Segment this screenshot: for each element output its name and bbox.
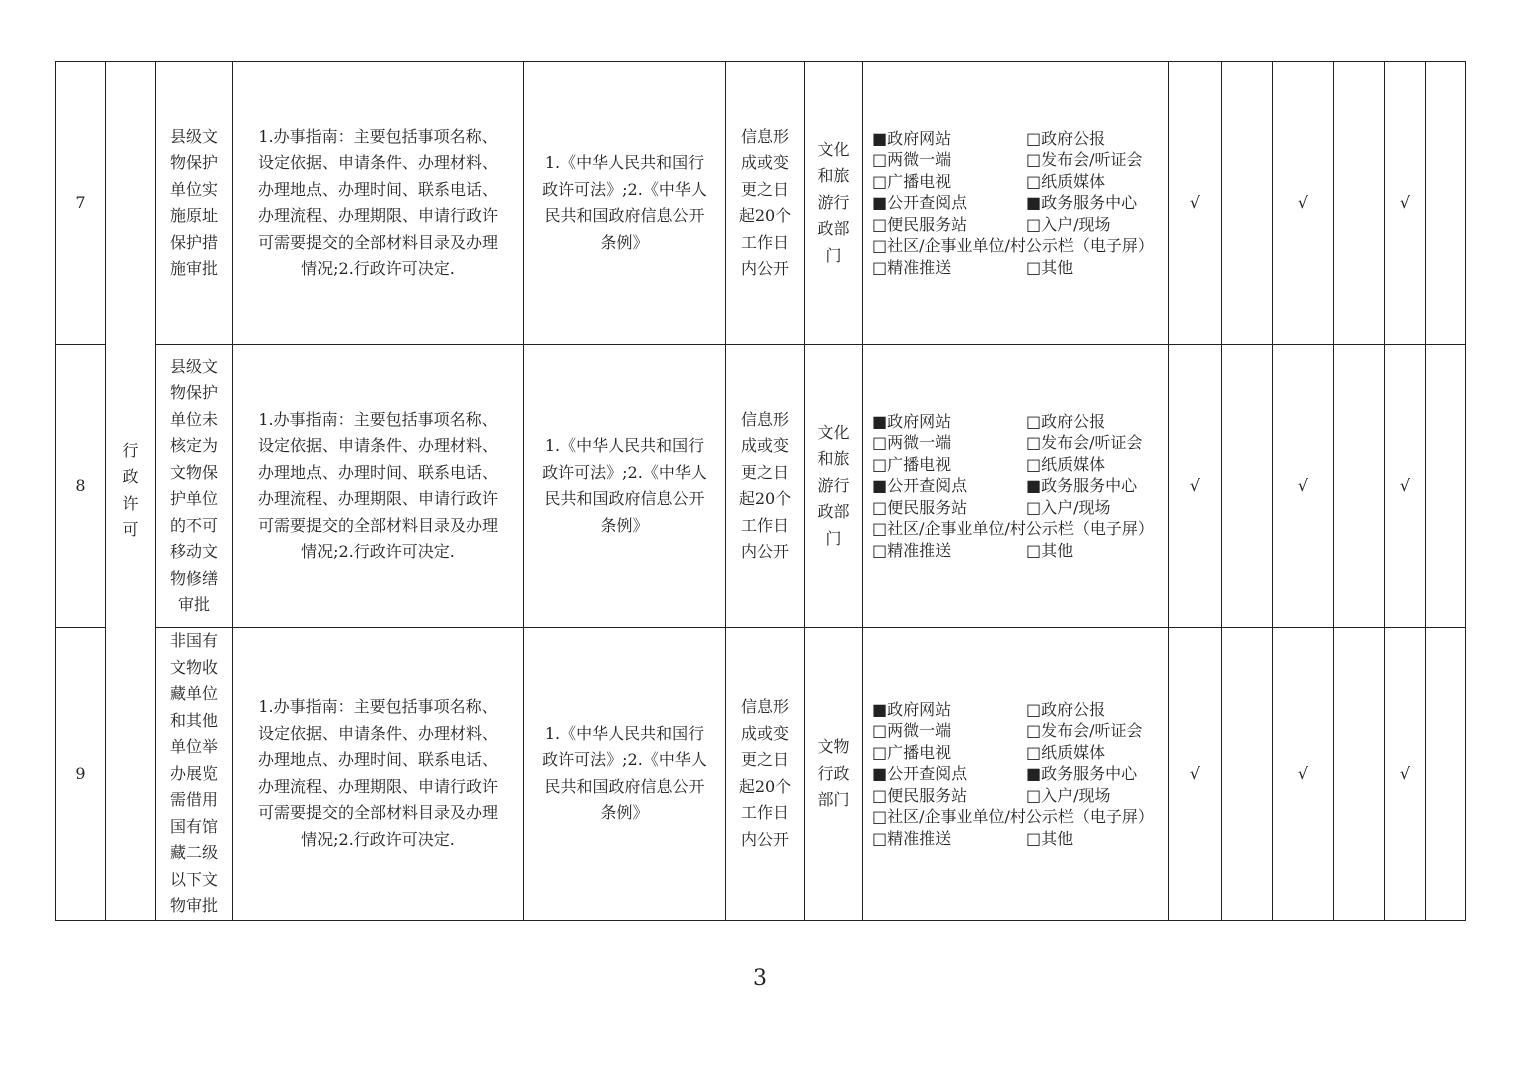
channel-option: □政府公报: [1026, 411, 1106, 431]
row-number: 9: [56, 628, 106, 921]
check-mark: √: [1273, 345, 1334, 628]
disclosure-content: 1.办事指南：主要包括事项名称、 设定依据、申请条件、办理材料、 办理地点、办理时间、联系电话、 办理流程、办理期限、申请行政许 可需要提交的全部材料目录及办理 情况;2.行政许可决定.: [233, 628, 524, 921]
responsible-dept: 文化 和旅 游行 政部 门: [805, 62, 863, 345]
channel-option: □其他: [1026, 540, 1074, 560]
item-name: 非国有 文物收 藏单位 和其他 单位举 办展览 需借用 国有馆 藏二级 以下文 物审批: [156, 628, 233, 921]
channel-option: □两微一端: [872, 721, 952, 740]
check-mark: [1334, 345, 1385, 628]
row-number: 7: [56, 62, 106, 345]
channel-option: ■公开查阅点: [872, 193, 968, 213]
check-mark: √: [1385, 345, 1426, 628]
disclosure-time: 信息形 成或变 更之日 起20个 工作日 内公开: [726, 62, 805, 345]
channel-option: □便民服务站: [872, 785, 968, 805]
disclosure-channels: [863, 628, 1169, 921]
channel-option: □社区/企事业单位/村公示栏（电子屏）: [872, 519, 1154, 539]
disclosure-table: [55, 61, 1466, 921]
check-mark: √: [1273, 628, 1334, 921]
row-number: 8: [56, 345, 106, 628]
responsible-dept: 文物 行政 部门: [805, 628, 863, 921]
channel-option: □纸质媒体: [1026, 742, 1106, 762]
channel-option: □政府公报: [1026, 128, 1106, 148]
check-mark: √: [1169, 628, 1222, 921]
channel-option: □广播电视: [872, 171, 952, 191]
channel-option: □纸质媒体: [1026, 171, 1106, 191]
channel-option: □社区/企事业单位/村公示栏（电子屏）: [872, 807, 1154, 826]
page-number: 3: [753, 966, 767, 991]
check-mark: √: [1385, 62, 1426, 345]
responsible-dept: 文化 和旅 游行 政部 门: [805, 345, 863, 628]
channel-option: □精准推送: [872, 257, 952, 277]
table-row: [56, 62, 1466, 345]
check-mark: √: [1273, 62, 1334, 345]
table-row: [56, 628, 1466, 921]
category-cell: 行 政 许 可: [106, 62, 156, 921]
channel-option: □发布会/听证会: [1026, 433, 1143, 453]
disclosure-content: 1.办事指南：主要包括事项名称、 设定依据、申请条件、办理材料、 办理地点、办理时间、联系电话、 办理流程、办理期限、申请行政许 可需要提交的全部材料目录及办理 情况;2.行政许可决定.: [233, 62, 524, 345]
channel-option: □纸质媒体: [1026, 454, 1106, 474]
check-mark: [1334, 62, 1385, 345]
channel-option: ■公开查阅点: [872, 476, 968, 496]
disclosure-channels: [863, 345, 1169, 628]
disclosure-content: 1.办事指南：主要包括事项名称、 设定依据、申请条件、办理材料、 办理地点、办理时间、联系电话、 办理流程、办理期限、申请行政许 可需要提交的全部材料目录及办理 情况;2.行政许可决定.: [233, 345, 524, 628]
channel-option: □入户/现场: [1026, 497, 1111, 517]
channel-option: ■政府网站: [872, 128, 952, 148]
channel-option: □精准推送: [872, 828, 952, 848]
channel-option: □社区/企事业单位/村公示栏（电子屏）: [872, 236, 1154, 256]
channel-option: □政府公报: [1026, 699, 1106, 719]
legal-basis: 1.《中华人民共和国行 政许可法》;2.《中华人 民共和国政府信息公开 条例》: [524, 345, 726, 628]
check-mark: √: [1169, 62, 1222, 345]
channel-option: □两微一端: [872, 150, 952, 170]
check-mark: [1222, 628, 1273, 921]
check-mark: [1426, 62, 1466, 345]
legal-basis: 1.《中华人民共和国行 政许可法》;2.《中华人 民共和国政府信息公开 条例》: [524, 628, 726, 921]
channel-option: □广播电视: [872, 454, 952, 474]
channel-option: □其他: [1026, 828, 1074, 848]
channel-option: □便民服务站: [872, 497, 968, 517]
item-name: 县级文 物保护 单位未 核定为 文物保 护单位 的不可 移动文 物修缮 审批: [156, 345, 233, 628]
disclosure-time: 信息形 成或变 更之日 起20个 工作日 内公开: [726, 628, 805, 921]
channel-option: □发布会/听证会: [1026, 150, 1143, 170]
channel-option: ■公开查阅点: [872, 764, 968, 783]
channel-option: □其他: [1026, 257, 1074, 277]
channel-option: □入户/现场: [1026, 214, 1111, 234]
disclosure-channels: [863, 62, 1169, 345]
check-mark: √: [1385, 628, 1426, 921]
channel-option: ■政务服务中心: [1026, 193, 1138, 213]
channel-option: □便民服务站: [872, 214, 968, 234]
channel-option: □广播电视: [872, 742, 952, 762]
item-name: 县级文 物保护 单位实 施原址 保护措 施审批: [156, 62, 233, 345]
channel-option: ■政务服务中心: [1026, 764, 1138, 783]
check-mark: √: [1169, 345, 1222, 628]
check-mark: [1334, 628, 1385, 921]
check-mark: [1222, 62, 1273, 345]
table-row: [56, 345, 1466, 628]
check-mark: [1222, 345, 1273, 628]
legal-basis: 1.《中华人民共和国行 政许可法》;2.《中华人 民共和国政府信息公开 条例》: [524, 62, 726, 345]
channel-option: □精准推送: [872, 540, 952, 560]
check-mark: [1426, 345, 1466, 628]
channel-option: ■政府网站: [872, 411, 952, 431]
channel-option: □入户/现场: [1026, 785, 1111, 805]
channel-option: □发布会/听证会: [1026, 721, 1143, 740]
channel-option: □两微一端: [872, 433, 952, 453]
check-mark: [1426, 628, 1466, 921]
channel-option: ■政府网站: [872, 699, 952, 719]
channel-option: ■政务服务中心: [1026, 476, 1138, 496]
disclosure-time: 信息形 成或变 更之日 起20个 工作日 内公开: [726, 345, 805, 628]
